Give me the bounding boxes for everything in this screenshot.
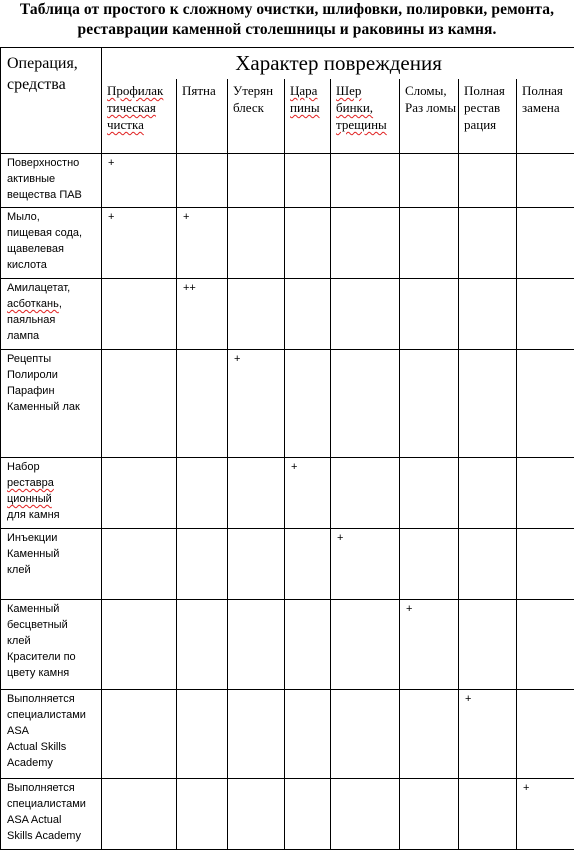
operation-cell: Инъекции Каменный клей [1,529,102,600]
mark-cell [228,529,285,600]
mark-cell [228,279,285,350]
mark-cell: + [102,154,177,208]
mark-cell [177,779,228,850]
mark-cell: + [285,458,331,529]
table-row [1,279,574,350]
mark-cell [400,154,459,208]
mark-cell: + [517,779,574,850]
mark-cell [285,208,331,279]
operation-cell: Набор реставра ционный для камня [1,458,102,529]
mark-cell [228,458,285,529]
column-header: Сломы, Раз ломы [400,79,459,154]
mark-cell [517,208,574,279]
mark-cell [517,154,574,208]
table-row [1,779,574,850]
mark-cell: ++ [177,279,228,350]
mark-cell [459,279,517,350]
mark-cell [177,600,228,690]
mark-cell [331,350,400,458]
document-title: Таблица от простого к сложному очистки, шлифовки, полировки, ремонта, реставрации каменной столешницы и раковины из камня. [19,1,555,38]
mark-cell [459,208,517,279]
mark-cell [400,690,459,779]
mark-cell [400,779,459,850]
table-row [1,350,574,458]
mark-cell [177,350,228,458]
operation-cell: Выполняется специалистами ASA Actual Skills Academy [1,690,102,779]
mark-cell [228,600,285,690]
mark-cell: + [228,350,285,458]
column-header: Утерян блеск [228,79,285,154]
mark-cell [228,690,285,779]
mark-cell [228,208,285,279]
mark-cell [517,350,574,458]
mark-cell [459,600,517,690]
mark-cell [400,279,459,350]
mark-cell [517,529,574,600]
mark-cell [102,279,177,350]
mark-cell [177,458,228,529]
mark-cell [228,779,285,850]
mark-cell [102,690,177,779]
mark-cell [102,529,177,600]
mark-cell [285,779,331,850]
mark-cell: + [331,529,400,600]
mark-cell [177,690,228,779]
mark-cell [285,600,331,690]
mark-cell: + [459,690,517,779]
mark-cell [102,458,177,529]
mark-cell [331,279,400,350]
mark-cell [459,458,517,529]
mark-cell [400,350,459,458]
mark-cell [177,154,228,208]
table-row [1,458,574,529]
table-row [1,600,574,690]
damage-header: Характер повреждения [102,48,574,80]
mark-cell [102,600,177,690]
mark-cell [285,350,331,458]
column-header: Цара пины [285,79,331,154]
table-row [1,154,574,208]
table-row [1,529,574,600]
operation-cell: Рецепты Полироли Парафин Каменный лак [1,350,102,458]
mark-cell [331,458,400,529]
mark-cell [102,350,177,458]
column-header: Пятна [177,79,228,154]
mark-cell: + [400,600,459,690]
operation-header: Операция, средства [1,48,102,154]
mark-cell [459,779,517,850]
table-row [1,690,574,779]
table-row [1,208,574,279]
mark-cell [285,690,331,779]
mark-cell [517,600,574,690]
operation-cell: Каменный бесцветный клей Красители по цвету камня [1,600,102,690]
damage-table [0,47,574,850]
mark-cell [285,279,331,350]
mark-cell [177,529,228,600]
mark-cell [400,458,459,529]
mark-cell [331,690,400,779]
mark-cell [102,779,177,850]
mark-cell [400,208,459,279]
mark-cell [331,779,400,850]
mark-cell [228,154,285,208]
mark-cell [517,458,574,529]
mark-cell [459,154,517,208]
operation-cell: Выполняется специалистами ASA Actual Skills Academy [1,779,102,850]
mark-cell [331,208,400,279]
mark-cell [459,350,517,458]
mark-cell [285,154,331,208]
mark-cell [517,690,574,779]
mark-cell [517,279,574,350]
mark-cell [459,529,517,600]
column-header: Полная замена [517,79,574,154]
mark-cell [285,529,331,600]
mark-cell: + [102,208,177,279]
operation-cell: Мыло, пищевая сода, щавелевая кислота [1,208,102,279]
operation-cell: Поверхностно активные вещества ПАВ [1,154,102,208]
mark-cell [331,600,400,690]
column-header: Профилак тическая чистка [102,79,177,154]
mark-cell [400,529,459,600]
column-header: Полная рестав рация [459,79,517,154]
column-header: Шер бинки, трещины [331,79,400,154]
operation-cell: Амилацетат, асботкань, паяльная лампа [1,279,102,350]
mark-cell [331,154,400,208]
mark-cell: + [177,208,228,279]
